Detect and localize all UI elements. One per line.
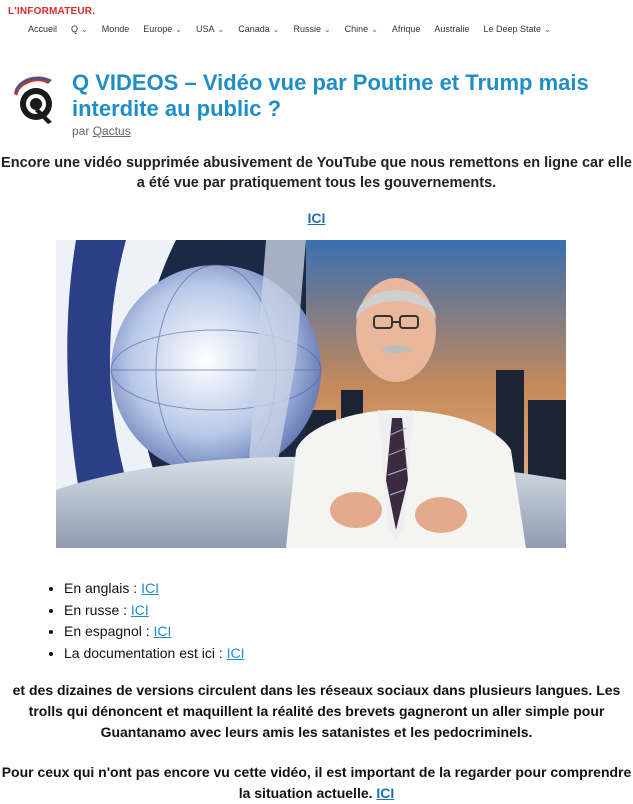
chevron-down-icon: ⌄ bbox=[371, 24, 378, 34]
chevron-down-icon: ⌄ bbox=[323, 24, 331, 34]
list-item bbox=[64, 578, 245, 600]
lang-link-spanish[interactable]: ICI bbox=[153, 623, 172, 639]
byline-prefix: par bbox=[72, 124, 90, 138]
nav-label: Europe bbox=[143, 24, 173, 34]
chevron-down-icon: ⌄ bbox=[175, 24, 182, 34]
chevron-down-icon: ⌄ bbox=[217, 24, 225, 34]
language-list bbox=[42, 578, 245, 664]
nav-label: Monde bbox=[101, 24, 130, 34]
chevron-down-icon: ⌄ bbox=[543, 24, 551, 34]
intro-text: Encore une vidéo supprimée abusivement de YouTube que nous remettons en ligne car elle a été vue par pratiquement tous les gouvernements. bbox=[1, 155, 632, 191]
list-item bbox=[64, 643, 245, 665]
nav-item-russie[interactable] bbox=[293, 22, 330, 36]
author-link[interactable]: Qactus bbox=[92, 124, 131, 138]
nav-label: Chine bbox=[344, 24, 369, 34]
lang-label: La documentation est ici : bbox=[64, 644, 227, 661]
ici-bottom-link[interactable]: ICI bbox=[376, 785, 395, 801]
chevron-down-icon: ⌄ bbox=[81, 24, 88, 34]
paragraph-versions: et des dizaines de versions circulent dans les réseaux sociaux dans plusieurs langues. Les trolls qui dénoncent et maquillent la réalité des brevets gagneront un aller simple pour Guantanamo avec leurs amis les satanistes et les pedocriminels. bbox=[12, 682, 621, 740]
lang-label: En russe : bbox=[64, 601, 131, 618]
nav-label: Le Deep State bbox=[483, 24, 541, 34]
site-logo[interactable]: L'INFORMATEUR. bbox=[8, 6, 96, 17]
byline bbox=[72, 124, 131, 138]
nav-item-usa[interactable] bbox=[196, 22, 224, 36]
nav-item-monde[interactable] bbox=[102, 22, 130, 36]
paragraph-watch bbox=[0, 762, 633, 804]
nav-item-afrique[interactable] bbox=[392, 22, 421, 36]
lang-link-english[interactable]: ICI bbox=[141, 580, 159, 596]
lang-link-documentation[interactable]: ICI bbox=[226, 644, 245, 661]
chevron-down-icon: ⌄ bbox=[272, 24, 280, 34]
paragraph-watch-text: Pour ceux qui n'ont pas encore vu cette vidéo, il est important de la regarder pour comprendre la situation actuelle. bbox=[1, 764, 632, 801]
video-thumbnail[interactable] bbox=[56, 240, 566, 548]
post-title: Q VIDEOS – Vidéo vue par Poutine et Trump mais interdite au public ? bbox=[72, 70, 589, 121]
nav-item-australie[interactable] bbox=[434, 22, 469, 36]
ici-main-container bbox=[0, 210, 633, 226]
nav-item-canada[interactable] bbox=[238, 22, 279, 36]
list-item bbox=[64, 621, 245, 643]
nav-label: Australie bbox=[434, 24, 470, 34]
nav-item-deep-state[interactable] bbox=[483, 22, 550, 36]
nav-label: Q bbox=[71, 24, 79, 34]
nav-item-chine[interactable] bbox=[345, 22, 378, 36]
nav-item-q[interactable] bbox=[71, 22, 88, 36]
list-item bbox=[64, 600, 245, 622]
nav-item-europe[interactable] bbox=[143, 22, 182, 36]
q-helmet-icon bbox=[8, 72, 62, 126]
nav-label: Accueil bbox=[28, 24, 58, 34]
nav-label: Canada bbox=[238, 24, 270, 34]
lang-label: En anglais : bbox=[64, 580, 142, 596]
ici-main-link[interactable]: ICI bbox=[307, 210, 326, 226]
nav-label: Russie bbox=[293, 24, 321, 34]
lang-label: En espagnol : bbox=[64, 623, 154, 639]
nav-item-accueil[interactable] bbox=[28, 22, 57, 36]
nav-label: Afrique bbox=[391, 24, 421, 34]
lang-link-russian[interactable]: ICI bbox=[130, 601, 149, 618]
main-nav bbox=[28, 22, 565, 36]
nav-label: USA bbox=[196, 24, 215, 34]
